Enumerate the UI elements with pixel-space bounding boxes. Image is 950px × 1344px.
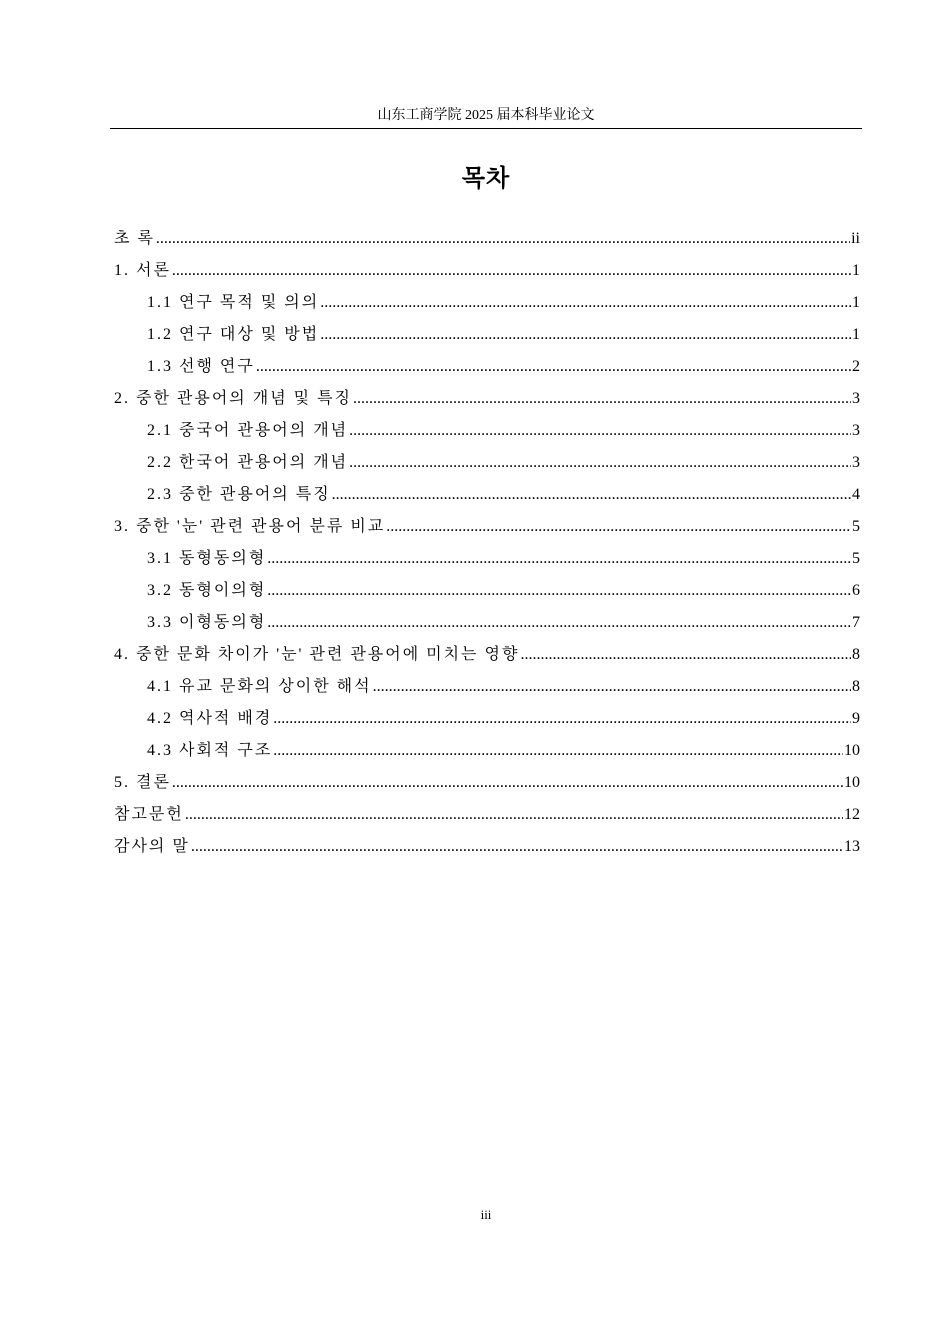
toc-entry-page: 3 — [852, 454, 860, 471]
toc-entry-page: 13 — [844, 838, 860, 855]
toc-entry-page: 5 — [852, 550, 860, 567]
toc-entry-page: 6 — [852, 582, 860, 599]
toc-dot-leader — [353, 383, 851, 415]
toc-entry-page: 4 — [852, 486, 860, 503]
toc-entry-4-1[interactable] — [114, 671, 860, 703]
toc-dot-leader — [320, 319, 851, 351]
toc-entry-page: 5 — [852, 518, 860, 535]
toc-entry-abstract[interactable] — [114, 223, 860, 255]
toc-entry-references[interactable] — [114, 799, 860, 831]
toc-entry-3-2[interactable] — [114, 575, 860, 607]
toc-dot-leader — [520, 639, 851, 671]
toc-entry-page: ii — [851, 230, 860, 247]
toc-dot-leader — [386, 511, 851, 543]
toc-dot-leader — [156, 223, 850, 255]
toc-entry-page: 1 — [852, 262, 860, 279]
toc-entry-label: 초 록 — [114, 230, 155, 247]
toc-entry-page: 12 — [844, 806, 860, 823]
toc-entry-page: 10 — [844, 774, 860, 791]
toc-entry-label: 4.2 역사적 배경 — [147, 710, 273, 727]
toc-entry-3-1[interactable] — [114, 543, 860, 575]
page-title: 목차 — [461, 164, 511, 192]
toc-dot-leader — [332, 479, 851, 511]
toc-entry-page: 3 — [852, 422, 860, 439]
toc-dot-leader — [191, 831, 843, 863]
toc-dot-leader — [256, 351, 851, 383]
toc-entry-4-3[interactable] — [114, 735, 860, 767]
toc-entry-5[interactable] — [114, 767, 860, 799]
toc-entry-2-2[interactable] — [114, 447, 860, 479]
toc-entry-label: 4. 중한 문화 차이가 '눈' 관련 관용어에 미치는 영향 — [114, 646, 520, 663]
toc-entry-label: 1.1 연구 목적 및 의의 — [147, 294, 320, 311]
toc-entry-4-2[interactable] — [114, 703, 860, 735]
toc-entry-label: 1.3 선행 연구 — [147, 358, 255, 375]
toc-dot-leader — [267, 607, 851, 639]
toc-entry-label: 3. 중한 '눈' 관련 관용어 분류 비교 — [114, 518, 386, 535]
toc-entry-page: 3 — [852, 390, 860, 407]
toc-dot-leader — [172, 767, 843, 799]
toc-dot-leader — [373, 671, 851, 703]
running-header: 山东工商学院 2025 届本科毕业论文 — [377, 108, 595, 123]
toc-entry-label: 3.3 이형동의형 — [147, 614, 267, 631]
toc-entry-label: 2. 중한 관용어의 개념 및 특징 — [114, 390, 353, 407]
toc-entry-label: 감사의 말 — [114, 838, 190, 855]
toc-entry-page: 8 — [852, 646, 860, 663]
toc-dot-leader — [320, 287, 851, 319]
toc-entry-label: 1.2 연구 대상 및 방법 — [147, 326, 320, 343]
header-divider — [110, 128, 862, 129]
toc-dot-leader — [267, 543, 851, 575]
toc-entry-acknowledgements[interactable] — [114, 831, 860, 863]
toc-entry-page: 9 — [852, 710, 860, 727]
toc-entry-label: 4.3 사회적 구조 — [147, 742, 273, 759]
toc-entry-label: 1. 서론 — [114, 262, 171, 279]
page-number: iii — [480, 1207, 492, 1222]
toc-entry-page: 2 — [852, 358, 860, 375]
toc-entry-3-3[interactable] — [114, 607, 860, 639]
toc-dot-leader — [349, 447, 851, 479]
toc-entry-label: 2.2 한국어 관용어의 개념 — [147, 454, 349, 471]
toc-dot-leader — [267, 575, 851, 607]
toc-entry-page: 8 — [852, 678, 860, 695]
toc-entry-label: 2.3 중한 관용어의 특징 — [147, 486, 331, 503]
toc-entry-label: 3.1 동형동의형 — [147, 550, 267, 567]
toc-entry-2-3[interactable] — [114, 479, 860, 511]
toc-dot-leader — [172, 255, 851, 287]
toc-entry-3[interactable] — [114, 511, 860, 543]
toc-entry-1-1[interactable] — [114, 287, 860, 319]
toc-dot-leader — [273, 735, 843, 767]
toc-entry-label: 3.2 동형이의형 — [147, 582, 267, 599]
toc-entry-label: 4.1 유교 문화의 상이한 해석 — [147, 678, 372, 695]
toc-entry-4[interactable] — [114, 639, 860, 671]
toc-entry-1-3[interactable] — [114, 351, 860, 383]
toc-entry-label: 5. 결론 — [114, 774, 171, 791]
toc-entry-2-1[interactable] — [114, 415, 860, 447]
toc-dot-leader — [349, 415, 851, 447]
toc-entry-page: 1 — [852, 294, 860, 311]
toc-dot-leader — [273, 703, 851, 735]
table-of-contents — [114, 223, 860, 863]
toc-dot-leader — [185, 799, 843, 831]
toc-entry-label: 참고문헌 — [114, 806, 184, 823]
toc-entry-page: 7 — [852, 614, 860, 631]
toc-entry-1[interactable] — [114, 255, 860, 287]
toc-entry-1-2[interactable] — [114, 319, 860, 351]
toc-entry-page: 1 — [852, 326, 860, 343]
toc-entry-label: 2.1 중국어 관용어의 개념 — [147, 422, 349, 439]
toc-entry-2[interactable] — [114, 383, 860, 415]
toc-entry-page: 10 — [844, 742, 860, 759]
